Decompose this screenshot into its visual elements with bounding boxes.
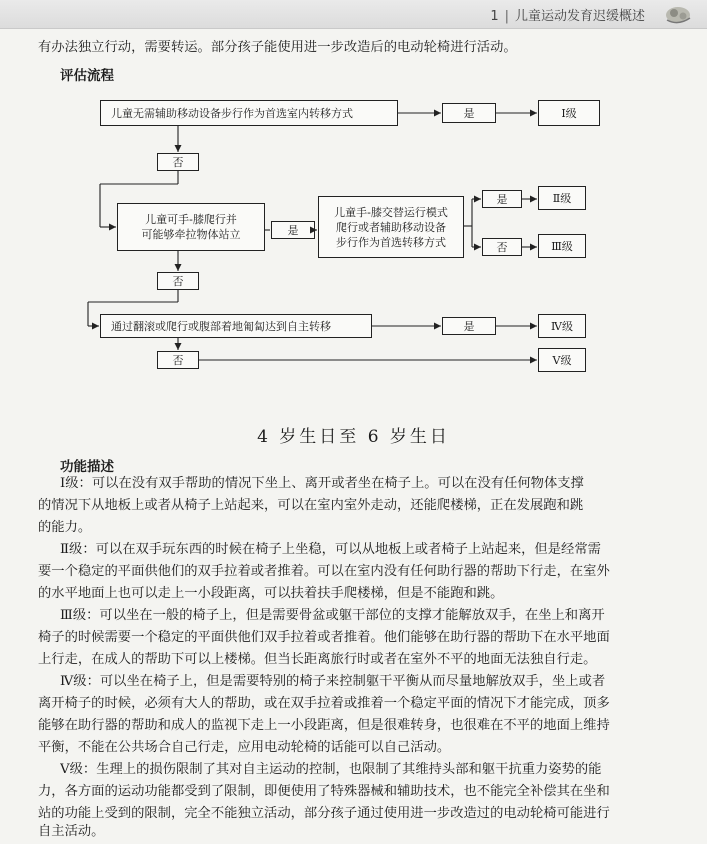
level-3-line-2: 椅子的时候需要一个稳定的平面供他们双手拉着或者推着。他们能够在助行器的帮助下在水平地面 (38, 630, 610, 645)
level-4-line-2: 离开椅子的时候，必须有大人的帮助，或在双手拉着或推着一个稳定平面的情况下才能完成，顶多 (38, 696, 610, 711)
level-4-line-1: Ⅳ级：可以坐在椅子上，但是需要特别的椅子来控制躯干平衡从而尽量地解放双手，坐上或者 (60, 674, 606, 689)
flow-box-yes-4: 是 (442, 317, 496, 335)
flow-box-yes-1: 是 (442, 103, 496, 123)
flow-box-level-4: Ⅳ级 (538, 314, 586, 338)
flow-box-yes-3: 是 (482, 190, 522, 208)
header-separator: | (504, 9, 509, 24)
flow-box-level-5: Ⅴ级 (538, 348, 586, 372)
level-2-line-1: Ⅱ级：可以在双手玩东西的时候在椅子上坐稳，可以从地板上或者椅子上站起来，但是经常需 (60, 542, 601, 557)
level-1-line-2: 的情况下从地板上或者从椅子上站起来，可以在室内室外走动，还能爬楼梯，正在发展跑和跳 (38, 498, 584, 513)
level-3-line-1: Ⅲ级：可以坐在一般的椅子上，但是需要骨盆或躯干部位的支撑才能解放双手，在坐上和离开 (60, 608, 605, 623)
flow-box-level-1: Ⅰ级 (538, 100, 600, 126)
flow-box-no-4: 否 (157, 351, 199, 369)
question-3-line-2: 爬行或者辅助移动设备 (336, 220, 446, 234)
level-3-line-3: 上行走，在成人的帮助下可以上楼梯。但当长距离旅行时或者在室外不平的地面无法独自行走。 (38, 652, 597, 667)
level-5-line-3: 站的功能上受到的限制，完全不能独立活动，部分孩子通过使用进一步改造过的电动轮椅可能进行 (38, 806, 610, 821)
level-2-line-2: 要一个稳定的平面供他们的双手拉着或者推着。可以在室内没有任何助行器的帮助下行走，在室外 (38, 564, 610, 579)
function-description-title: 功能描述 (60, 459, 114, 475)
level-1-line-1: Ⅰ级：可以在没有双手帮助的情况下坐上、离开或者坐在椅子上。可以在没有任何物体支撑 (60, 476, 584, 491)
flow-title: 评估流程 (60, 68, 114, 84)
level-5-line-4: 自主活动。 (38, 824, 105, 839)
level-4-line-4: 平衡，不能在公共场合自己行走，应用电动轮椅的话能可以自己活动。 (38, 740, 451, 755)
intro-text: 有办法独立行动，需要转运。部分孩子能使用进一步改造后的电动轮椅进行活动。 (38, 40, 517, 55)
question-3-line-3: 步行作为首选转移方式 (336, 235, 446, 249)
flow-box-level-2: Ⅱ级 (538, 186, 586, 210)
flow-box-level-3: Ⅲ级 (538, 234, 586, 258)
flow-box-no-3: 否 (482, 238, 522, 256)
flow-box-yes-2: 是 (271, 221, 315, 239)
level-5-line-1: Ⅴ级：生理上的损伤限制了其对自主运动的控制，也限制了其维持头部和躯干抗重力姿势的能 (60, 762, 602, 777)
question-3-line-1: 儿童手-膝交替运行模式 (334, 205, 448, 219)
question-2-line-1: 儿童可手-膝爬行并 (145, 213, 237, 226)
level-4-line-3: 能够在助行器的帮助和成人的监视下走上一小段距离，但是很难转身，也很难在不平的地面上维持 (38, 718, 610, 733)
level-2-line-3: 的水平地面上也可以走上一小段距离，可以扶着扶手爬楼梯，但是不能跑和跳。 (38, 586, 504, 601)
header-chapter-title: 儿童运动发育迟缓概述 (514, 9, 645, 24)
level-5-line-2: 力，各方面的运动功能都受到了限制，即便使用了特殊器械和辅助技术，也不能完全补偿其在坐和 (38, 784, 610, 799)
flow-box-start: 儿童无需辅助移动设备步行作为首选室内转移方式 (100, 100, 398, 126)
flow-box-question-4: 通过翻滚或爬行或腹部着地匍匐达到自主转移 (100, 314, 372, 338)
flow-box-no-2: 否 (157, 272, 199, 290)
flow-box-no-1: 否 (157, 153, 199, 171)
level-1-line-3: 的能力。 (38, 520, 92, 535)
flowchart-connectors (0, 0, 707, 400)
question-2-line-2: 可能够牵拉物体站立 (141, 228, 241, 241)
header-chapter-number: 1 (490, 9, 499, 24)
section-title: 4 岁生日至 6 岁生日 (257, 427, 450, 447)
